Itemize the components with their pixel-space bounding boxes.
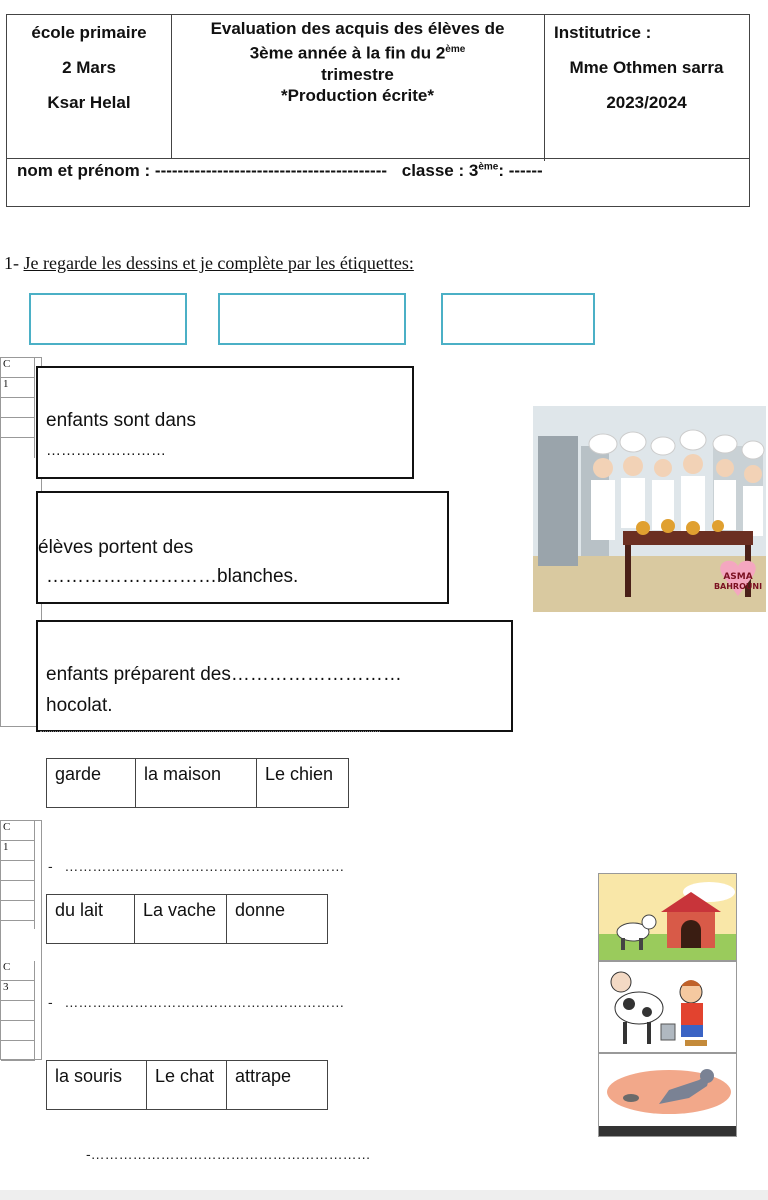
label-box-3[interactable] <box>441 293 595 345</box>
cut-line <box>40 731 380 735</box>
chefs-kitchen-drawing <box>533 406 766 612</box>
side-cell <box>1 1041 34 1061</box>
word-label[interactable]: la maison <box>136 759 257 807</box>
exercise-1-instruction <box>4 253 414 274</box>
sentence-2-line-1: élèves portent des <box>38 537 194 558</box>
title-line-3: trimestre <box>321 64 394 84</box>
sentence-frame-1 <box>36 366 414 479</box>
school-year: 2023/2024 <box>606 93 687 112</box>
page-bottom-strip <box>0 1190 768 1200</box>
class-sup: ème <box>478 161 499 173</box>
word-table-2 <box>46 894 328 944</box>
sentence-frame-2 <box>36 491 449 604</box>
sentence-1-line-1: enfants sont dans <box>46 410 196 431</box>
answer-prefix: - <box>48 858 53 874</box>
answer-dots[interactable]: …………………………………………………… <box>90 1146 371 1162</box>
teacher-cell <box>544 15 749 158</box>
header-row <box>7 15 749 159</box>
dog-house-image <box>598 873 737 961</box>
side-cell <box>1 398 34 418</box>
label-box-1[interactable] <box>29 293 187 345</box>
dog-house-drawing <box>599 874 737 961</box>
side-label-num: 1 <box>1 378 34 398</box>
word-label[interactable]: La vache <box>135 895 227 943</box>
word-label[interactable]: attrape <box>235 1066 292 1086</box>
answer-prefix: - <box>86 1146 91 1162</box>
side-label-c: C <box>1 358 34 378</box>
sentence-2-blank[interactable]: ………………………blanches. <box>46 566 299 587</box>
teacher-label: Institutrice : <box>554 23 652 42</box>
label-box-2[interactable] <box>218 293 406 345</box>
answer-line-3[interactable] <box>86 1146 371 1162</box>
side-label-num: 3 <box>1 981 34 1001</box>
word-label[interactable]: Le chat <box>147 1061 227 1109</box>
answer-line-1[interactable] <box>48 858 344 874</box>
school-name: école primaire <box>31 23 147 42</box>
side-cell <box>1 1021 34 1041</box>
sentence-3-line-2: hocolat. <box>46 695 113 716</box>
side-label-c: C <box>1 961 34 981</box>
school-cell <box>7 15 172 158</box>
title-line-4: *Production écrite* <box>280 85 435 105</box>
cat-mouse-image <box>598 1053 737 1137</box>
word-label[interactable]: garde <box>47 759 136 807</box>
word-label[interactable]: du lait <box>47 895 135 943</box>
sentence-3-line-1[interactable]: enfants préparent des……………………… <box>46 664 402 685</box>
title-cell <box>171 15 545 161</box>
exercise-number: 1- <box>4 253 24 273</box>
cow-boy-drawing <box>599 962 737 1053</box>
answer-dots[interactable]: …………………………………………………… <box>64 994 345 1010</box>
class-label: classe : 3 <box>401 161 479 180</box>
name-label: nom et prénom : <box>17 161 155 180</box>
answer-line-2[interactable] <box>48 994 344 1010</box>
word-label[interactable]: Le chien <box>265 764 334 784</box>
side-cell <box>1 418 34 438</box>
caption-line-2: BAHROUNI <box>713 582 763 591</box>
side-grade-box-2 <box>0 820 42 1060</box>
answer-prefix: - <box>48 994 53 1010</box>
header-table <box>6 14 750 207</box>
sentence-1-blank[interactable]: …………………… <box>46 442 166 459</box>
title-line-2 <box>171 39 544 64</box>
instruction-text: Je regarde les dessins et je complète par les étiquettes: <box>23 253 414 273</box>
class-field[interactable]: : ------ <box>498 161 543 180</box>
answer-dots[interactable]: …………………………………………………… <box>64 858 345 874</box>
side-cell <box>1 861 34 881</box>
sentence-frame-3 <box>36 620 513 732</box>
word-table-1 <box>46 758 349 808</box>
title-line-2-text: 3ème année à la fin du 2 <box>249 43 446 63</box>
side-label-c: C <box>1 821 34 841</box>
side-cell <box>1 881 34 901</box>
word-table-3 <box>46 1060 328 1110</box>
title-sup: ème <box>445 44 466 55</box>
title-line-1: Evaluation des acquis des élèves de <box>210 19 505 38</box>
name-field[interactable]: ----------------------------------------- <box>154 161 388 180</box>
teacher-name: Mme Othmen sarra <box>569 58 724 77</box>
school-town: Ksar Helal <box>47 93 131 112</box>
cow-boy-milking-image <box>598 961 737 1053</box>
side-cell <box>1 1001 34 1021</box>
school-street: 2 Mars <box>62 58 116 77</box>
caption-line-1: ASMA <box>723 572 753 582</box>
word-label[interactable]: donne <box>235 900 286 920</box>
chefs-kitchen-image <box>533 406 766 612</box>
side-cell <box>1 901 34 921</box>
side-label-num: 1 <box>1 841 34 861</box>
name-row <box>17 161 543 181</box>
word-label[interactable]: la souris <box>47 1061 147 1109</box>
cat-mouse-drawing <box>599 1054 737 1137</box>
